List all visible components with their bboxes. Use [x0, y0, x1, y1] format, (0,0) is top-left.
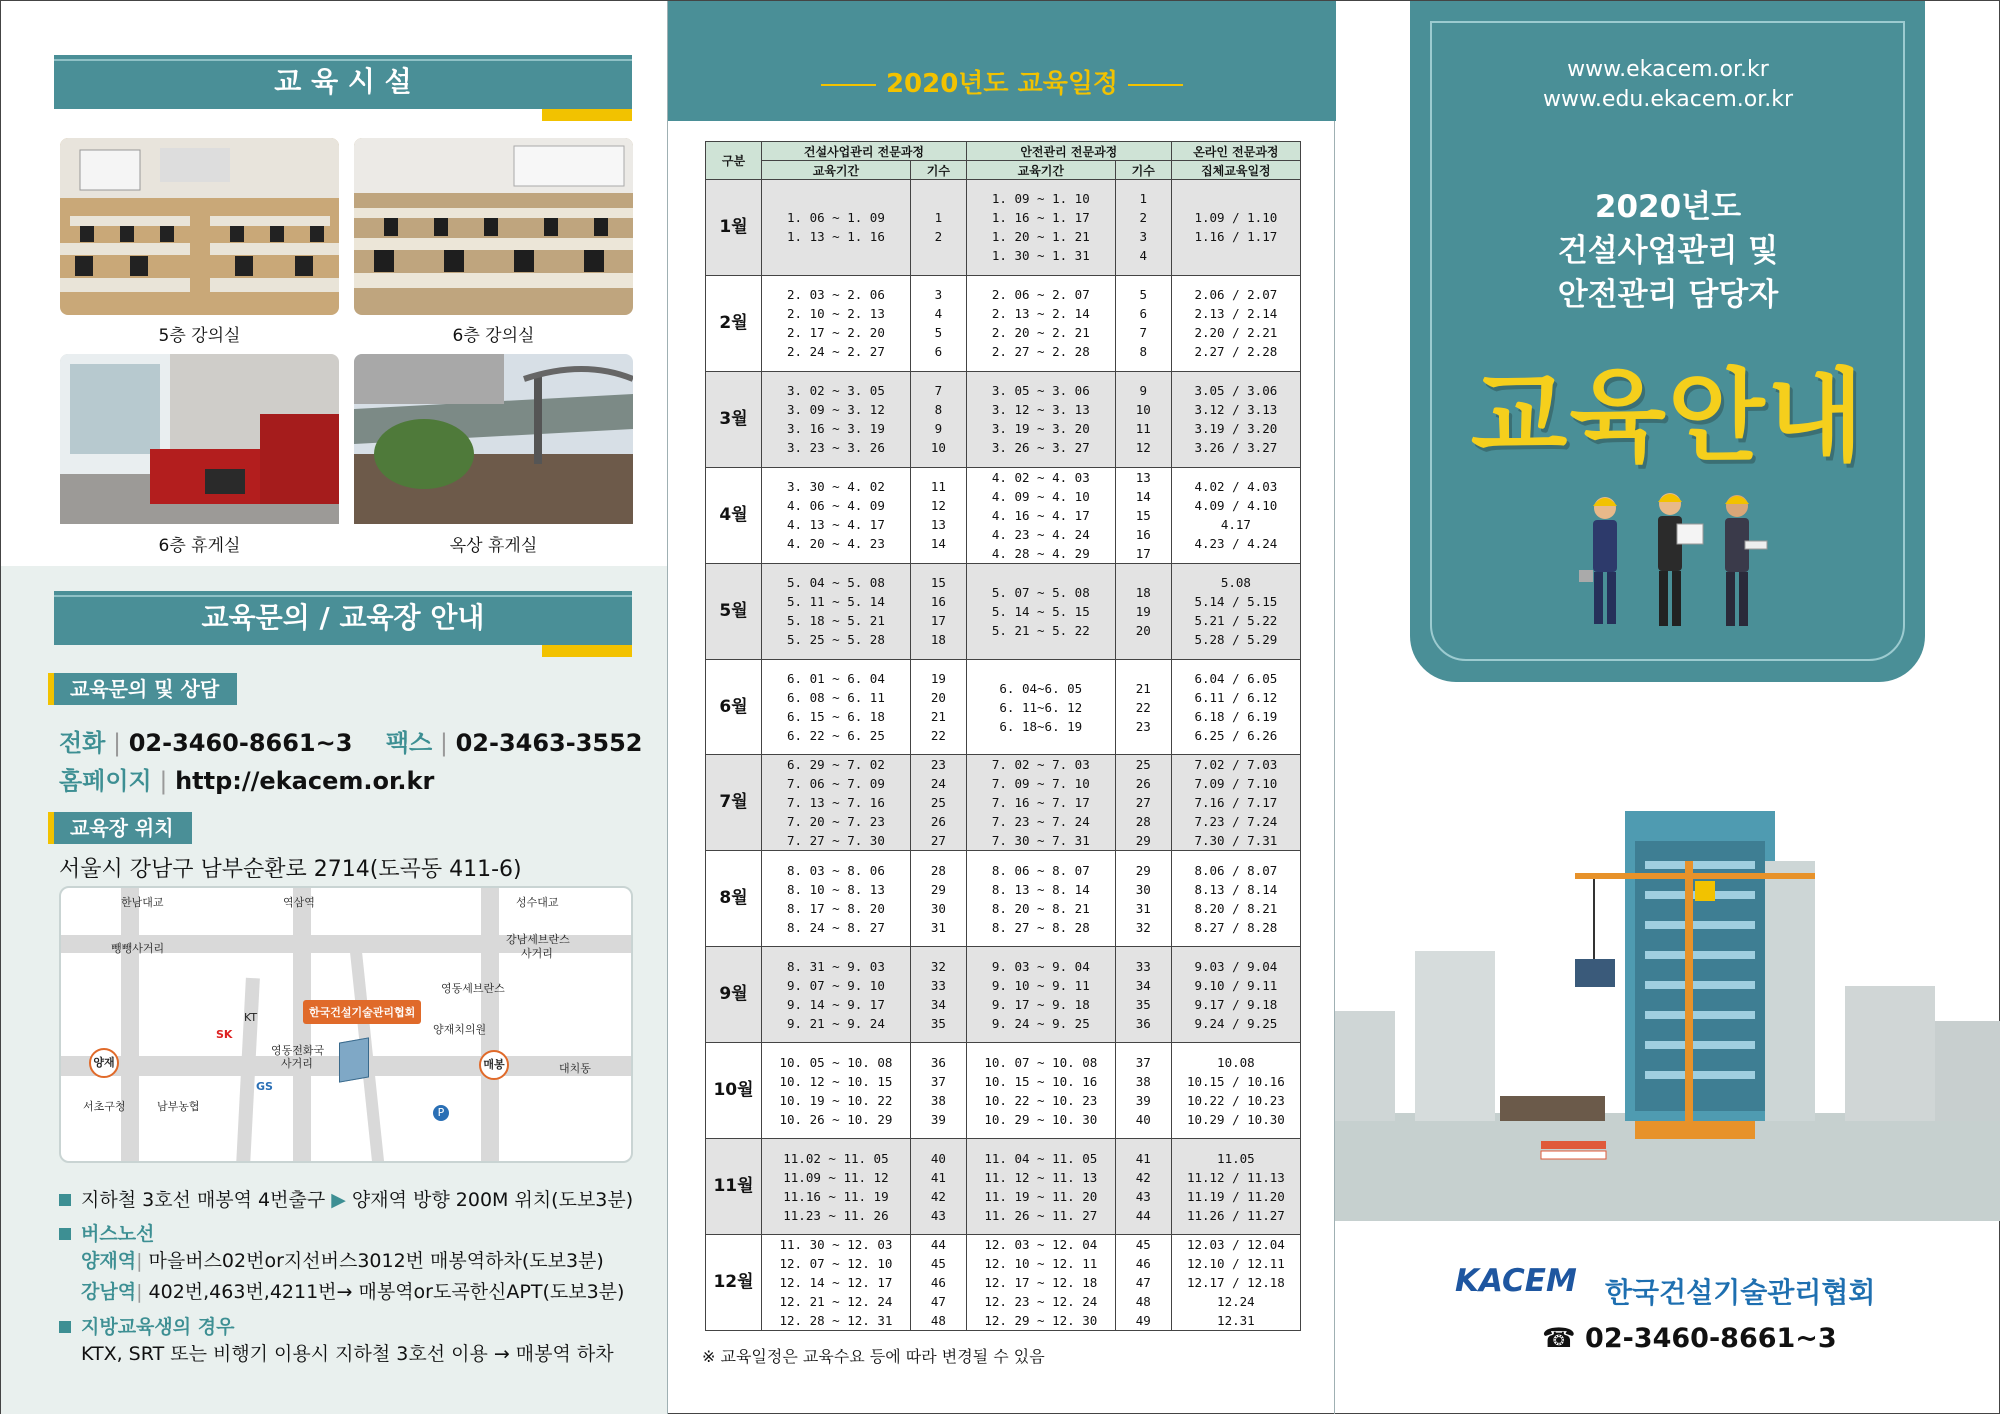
safety-period: 6. 04~6. 05 6. 11~6. 12 6. 18~6. 19	[966, 659, 1115, 755]
safety-term: 21 22 23	[1115, 659, 1171, 755]
safety-term: 37 38 39 40	[1115, 1043, 1171, 1139]
fax-label: 팩스	[385, 729, 433, 757]
construction-period: 10. 05 ~ 10. 08 10. 12 ~ 10. 15 10. 19 ~ 10. 22 10. 26 ~ 10. 29	[762, 1043, 911, 1139]
safety-term: 18 19 20	[1115, 563, 1171, 659]
map-label: KT	[244, 1011, 258, 1024]
photo-6f-lounge	[60, 354, 339, 531]
bus1-stop: 양재역	[81, 1250, 137, 1272]
cover-big-title: 교육안내	[1470, 358, 1866, 475]
safety-term: 25 26 27 28 29	[1115, 755, 1171, 851]
safety-period: 9. 03 ~ 9. 04 9. 10 ~ 9. 11 9. 17 ~ 9. 18 9. 24 ~ 9. 25	[966, 947, 1115, 1043]
safety-period: 8. 06 ~ 8. 07 8. 13 ~ 8. 14 8. 20 ~ 8. 21 8. 27 ~ 8. 28	[966, 851, 1115, 947]
schedule-row	[706, 180, 1301, 276]
worker-icon	[1725, 495, 1767, 626]
online-dates: 8.06 / 8.07 8.13 / 8.14 8.20 / 8.21 8.27 / 8.28	[1171, 851, 1300, 947]
map-label: 서초구청	[83, 1100, 126, 1113]
construction-term: 1 2	[910, 180, 966, 276]
safety-term: 33 34 35 36	[1115, 947, 1171, 1043]
schedule-month: 9월	[706, 947, 762, 1043]
schedule-month: 11월	[706, 1139, 762, 1235]
workers-illustration	[1565, 486, 1775, 636]
map-maebong-station: 매봉	[479, 1050, 509, 1080]
header-online: 온라인 전문과정	[1171, 142, 1300, 161]
contact-title: 교육문의 / 교육장 안내	[54, 591, 632, 645]
caption-rooftop-lounge: 옥상 휴게실	[449, 536, 538, 556]
caption-6f-lecture-room: 6층 강의실	[452, 326, 535, 346]
construction-period: 3. 02 ~ 3. 05 3. 09 ~ 3. 12 3. 16 ~ 3. 19 3. 23 ~ 3. 26	[762, 371, 911, 467]
online-dates: 9.03 / 9.04 9.10 / 9.11 9.17 / 9.18 9.24 / 9.25	[1171, 947, 1300, 1043]
safety-period: 11. 04 ~ 11. 05 11. 12 ~ 11. 13 11. 19 ~ 11. 20 11. 26 ~ 11. 27	[966, 1139, 1115, 1235]
schedule-row	[706, 947, 1301, 1043]
construction-term: 15 16 17 18	[910, 563, 966, 659]
construction-period: 11. 30 ~ 12. 03 12. 07 ~ 12. 10 12. 14 ~ 12. 17 12. 21 ~ 12. 24 12. 28 ~ 12. 31	[762, 1235, 911, 1331]
photo-rooftop-lounge	[354, 354, 633, 531]
url-1[interactable]: www.ekacem.or.kr	[1567, 57, 1769, 82]
schedule-row	[706, 467, 1301, 563]
phone-number: 02-3460-8661~3	[128, 729, 353, 757]
homepage-label: 홈페이지	[59, 767, 152, 795]
subway-line: 지하철 3호선 매봉역 4번출구 ▶ 양재역 방향 200M 위치(도보3분)	[59, 1185, 633, 1212]
parking-icon: P	[433, 1105, 449, 1121]
address: 서울시 강남구 남부순환로 2714(도곡동 411-6)	[59, 857, 522, 882]
regional-title-line	[59, 1312, 234, 1339]
subway-text: 지하철 3호선 매봉역 4번출구	[81, 1189, 326, 1211]
online-dates: 3.05 / 3.06 3.12 / 3.13 3.19 / 3.20 3.26 / 3.27	[1171, 371, 1300, 467]
map-kacem-marker: 한국건설기술관리협회	[303, 1000, 421, 1024]
kacem-logo: KACEM	[1455, 1263, 1577, 1299]
map-label: GS	[256, 1080, 273, 1093]
map-label: 사거리	[281, 1057, 313, 1070]
construction-period: 1. 06 ~ 1. 09 1. 13 ~ 1. 16	[762, 180, 911, 276]
location-map	[59, 886, 633, 1163]
cover-line-1: 2020년도	[1594, 189, 1742, 225]
worker-icon	[1579, 497, 1617, 624]
construction-term: 3 4 5 6	[910, 275, 966, 371]
caption-5f-lecture-room: 5층 강의실	[158, 326, 241, 346]
schedule-row	[706, 1235, 1301, 1331]
construction-term: 19 20 21 22	[910, 659, 966, 755]
safety-period: 2. 06 ~ 2. 07 2. 13 ~ 2. 14 2. 20 ~ 2. 21 2. 27 ~ 2. 28	[966, 275, 1115, 371]
safety-term: 1 2 3 4	[1115, 180, 1171, 276]
inquiry-tag: 교육문의 및 상담	[54, 673, 237, 705]
safety-term: 41 42 43 44	[1115, 1139, 1171, 1235]
map-label: 뺑뺑사거리	[111, 942, 165, 955]
header-period: 교육기간	[762, 161, 911, 180]
map-label: 사거리	[521, 947, 553, 960]
map-label: 양재치의원	[433, 1023, 487, 1036]
safety-term: 45 46 47 48 49	[1115, 1235, 1171, 1331]
schedule-month: 12월	[706, 1235, 762, 1331]
map-label: 영동전화국	[271, 1044, 325, 1057]
homepage-line: 홈페이지 | http://ekacem.or.kr	[59, 767, 435, 795]
worker-icon	[1658, 493, 1703, 626]
online-dates: 7.02 / 7.03 7.09 / 7.10 7.16 / 7.17 7.23 / 7.24 7.30 / 7.31	[1171, 755, 1300, 851]
map-label: 남부농협	[157, 1100, 200, 1113]
online-dates: 4.02 / 4.03 4.09 / 4.10 4.17 4.23 / 4.24	[1171, 467, 1300, 563]
construction-period: 5. 04 ~ 5. 08 5. 11 ~ 5. 14 5. 18 ~ 5. 21 5. 25 ~ 5. 28	[762, 563, 911, 659]
schedule-month: 7월	[706, 755, 762, 851]
regional-text: KTX, SRT 또는 비행기 이용시 지하철 3호선 이용 → 매봉역 하차	[81, 1343, 614, 1365]
schedule-month: 3월	[706, 371, 762, 467]
online-dates: 10.08 10.15 / 10.16 10.22 / 10.23 10.29 / 10.30	[1171, 1043, 1300, 1139]
schedule-row	[706, 1139, 1301, 1235]
schedule-month: 10월	[706, 1043, 762, 1139]
schedule-row	[706, 659, 1301, 755]
phone-label: 전화	[59, 729, 106, 757]
cover-line-3: 안전관리 담당자	[1557, 277, 1779, 313]
safety-period: 1. 09 ~ 1. 10 1. 16 ~ 1. 17 1. 20 ~ 1. 21 1. 30 ~ 1. 31	[966, 180, 1115, 276]
construction-period: 6. 29 ~ 7. 02 7. 06 ~ 7. 09 7. 13 ~ 7. 16 7. 20 ~ 7. 23 7. 27 ~ 7. 30	[762, 755, 911, 851]
left-panel	[1, 1, 667, 1414]
online-dates: 6.04 / 6.05 6.11 / 6.12 6.18 / 6.19 6.25 / 6.26	[1171, 659, 1300, 755]
bus2-text: 402번,463번,4211번→ 매봉역or도곡한신APT(도보3분)	[148, 1281, 625, 1303]
location-tag: 교육장 위치	[54, 812, 192, 844]
online-dates: 1.09 / 1.10 1.16 / 1.17	[1171, 180, 1300, 276]
schedule-row	[706, 563, 1301, 659]
fax-number: 02-3463-3552	[455, 729, 643, 757]
map-label: 한남대교	[121, 896, 164, 909]
schedule-month: 1월	[706, 180, 762, 276]
map-label: 강남세브란스	[506, 933, 570, 946]
bus-route-2: 강남역| 402번,463번,4211번→ 매봉역or도곡한신APT(도보3분)	[81, 1281, 625, 1303]
schedule-row	[706, 1043, 1301, 1139]
middle-panel	[667, 1, 1335, 1414]
construction-illustration	[1335, 801, 2000, 1221]
safety-term: 13 14 15 16 17	[1115, 467, 1171, 563]
schedule-title-text: 2020년도 교육일정	[885, 69, 1119, 99]
subway-direction: 양재역 방향 200M 위치(도보3분)	[351, 1189, 634, 1211]
construction-period: 11.02 ~ 11. 05 11.09 ~ 11. 12 11.16 ~ 11. 19 11.23 ~ 11. 26	[762, 1139, 911, 1235]
construction-term: 36 37 38 39	[910, 1043, 966, 1139]
construction-term: 7 8 9 10	[910, 371, 966, 467]
header-term: 기수	[1115, 161, 1171, 180]
online-dates: 11.05 11.12 / 11.13 11.19 / 11.20 11.26 / 11.27	[1171, 1139, 1300, 1235]
header-gubun: 구분	[706, 142, 762, 180]
schedule-month: 6월	[706, 659, 762, 755]
construction-term: 32 33 34 35	[910, 947, 966, 1043]
right-panel	[1335, 1, 2000, 1414]
phone-fax-line: 전화 | 02-3460-8661~3 팩스 | 02-3463-3552	[59, 729, 643, 757]
cover-phone: ☎ 02-3460-8661~3	[1542, 1323, 1837, 1354]
safety-period: 7. 02 ~ 7. 03 7. 09 ~ 7. 10 7. 16 ~ 7. 17 7. 23 ~ 7. 24 7. 30 ~ 7. 31	[966, 755, 1115, 851]
construction-period: 2. 03 ~ 2. 06 2. 10 ~ 2. 13 2. 17 ~ 2. 20 2. 24 ~ 2. 27	[762, 275, 911, 371]
header-construction: 건설사업관리 전문과정	[762, 142, 967, 161]
schedule-title	[668, 63, 1336, 100]
construction-period: 6. 01 ~ 6. 04 6. 08 ~ 6. 11 6. 15 ~ 6. 18 6. 22 ~ 6. 25	[762, 659, 911, 755]
online-dates: 12.03 / 12.04 12.10 / 12.11 12.17 / 12.18 12.24 12.31	[1171, 1235, 1300, 1331]
header-term: 기수	[910, 161, 966, 180]
construction-period: 8. 31 ~ 9. 03 9. 07 ~ 9. 10 9. 14 ~ 9. 17 9. 21 ~ 9. 24	[762, 947, 911, 1043]
construction-term: 44 45 46 47 48	[910, 1235, 966, 1331]
safety-period: 10. 07 ~ 10. 08 10. 15 ~ 10. 16 10. 22 ~ 10. 23 10. 29 ~ 10. 30	[966, 1043, 1115, 1139]
schedule-note: ※ 교육일정은 교육수요 등에 따라 변경될 수 있음	[702, 1347, 1045, 1366]
map-road	[293, 888, 311, 1163]
map-label: 성수대교	[516, 896, 559, 909]
construction-term: 23 24 25 26 27	[910, 755, 966, 851]
schedule-row	[706, 371, 1301, 467]
safety-term: 9 10 11 12	[1115, 371, 1171, 467]
map-label: SK	[216, 1028, 233, 1041]
safety-term: 29 30 31 32	[1115, 851, 1171, 947]
bus1-text: 마을버스02번or지선버스3012번 매봉역하차(도보3분)	[148, 1250, 604, 1272]
construction-period: 3. 30 ~ 4. 02 4. 06 ~ 4. 09 4. 13 ~ 4. 17 4. 20 ~ 4. 23	[762, 467, 911, 563]
map-yangjae-station: 양재	[89, 1048, 119, 1078]
map-label: 대치동	[559, 1062, 591, 1075]
online-dates: 5.08 5.14 / 5.15 5.21 / 5.22 5.28 / 5.29	[1171, 563, 1300, 659]
construction-period: 8. 03 ~ 8. 06 8. 10 ~ 8. 13 8. 17 ~ 8. 20 8. 24 ~ 8. 27	[762, 851, 911, 947]
online-dates: 2.06 / 2.07 2.13 / 2.14 2.20 / 2.21 2.27 / 2.28	[1171, 275, 1300, 371]
schedule-row	[706, 851, 1301, 947]
map-label: 역삼역	[283, 896, 315, 909]
header-safety: 안전관리 전문과정	[966, 142, 1171, 161]
schedule-header-band	[668, 1, 1336, 121]
bus-route-1: 양재역| 마을버스02번or지선버스3012번 매봉역하차(도보3분)	[81, 1250, 604, 1272]
schedule-table	[705, 141, 1301, 1331]
schedule-month: 8월	[706, 851, 762, 947]
schedule-month: 2월	[706, 275, 762, 371]
facilities-title: 교 육 시 설	[54, 55, 632, 109]
org-name: 한국건설기술관리협회	[1605, 1276, 1876, 1309]
schedule-row	[706, 275, 1301, 371]
safety-period: 12. 03 ~ 12. 04 12. 10 ~ 12. 11 12. 17 ~ 12. 18 12. 23 ~ 12. 24 12. 29 ~ 12. 30	[966, 1235, 1115, 1331]
url-2[interactable]: www.edu.ekacem.or.kr	[1542, 87, 1794, 112]
bus-title: 버스노선	[81, 1223, 155, 1245]
header-period: 교육기간	[966, 161, 1115, 180]
photo-5f-lecture-room	[60, 138, 339, 315]
map-label: 영동세브란스	[441, 982, 505, 995]
bus2-stop: 강남역	[81, 1281, 137, 1303]
bus-title-line	[59, 1219, 154, 1246]
caption-6f-lounge: 6층 휴게실	[158, 536, 241, 556]
regional-title: 지방교육생의 경우	[81, 1316, 235, 1338]
homepage-link[interactable]: http://ekacem.or.kr	[175, 767, 435, 795]
safety-period: 5. 07 ~ 5. 08 5. 14 ~ 5. 15 5. 21 ~ 5. 22	[966, 563, 1115, 659]
safety-period: 4. 02 ~ 4. 03 4. 09 ~ 4. 10 4. 16 ~ 4. 17 4. 23 ~ 4. 24 4. 28 ~ 4. 29	[966, 467, 1115, 563]
schedule-row	[706, 755, 1301, 851]
construction-term: 11 12 13 14	[910, 467, 966, 563]
map-road	[121, 888, 139, 1163]
safety-term: 5 6 7 8	[1115, 275, 1171, 371]
safety-period: 3. 05 ~ 3. 06 3. 12 ~ 3. 13 3. 19 ~ 3. 20 3. 26 ~ 3. 27	[966, 371, 1115, 467]
cover-line-2: 건설사업관리 및	[1557, 233, 1779, 269]
construction-term: 28 29 30 31	[910, 851, 966, 947]
schedule-month: 5월	[706, 563, 762, 659]
construction-term: 40 41 42 43	[910, 1139, 966, 1235]
header-group: 집체교육일정	[1171, 161, 1300, 180]
photo-6f-lecture-room	[354, 138, 633, 315]
schedule-month: 4월	[706, 467, 762, 563]
building-icon	[339, 1037, 369, 1082]
